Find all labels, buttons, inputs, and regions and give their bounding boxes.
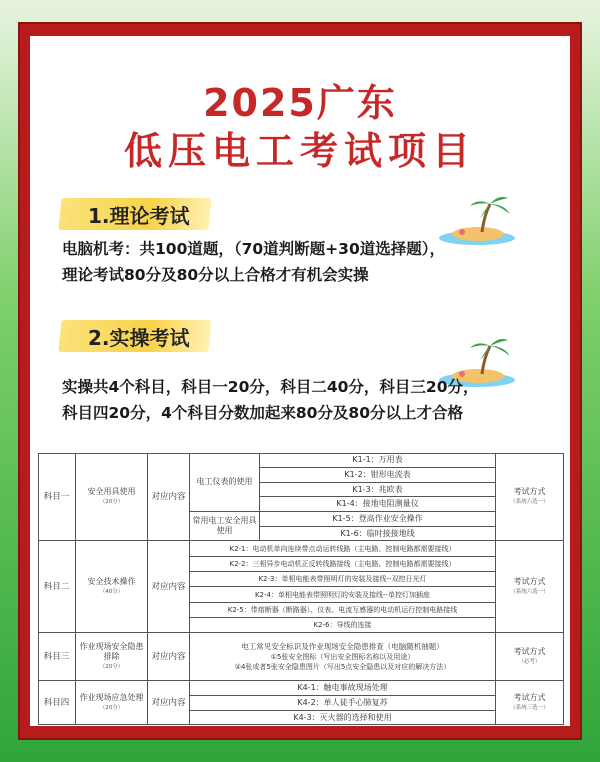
s2-content: 对应内容 <box>148 541 190 633</box>
s1-exam-cell <box>496 453 564 541</box>
s2-item: K2-1：电动机单向连续带点动运转线路（主电路、控制电路都需要接线） <box>190 541 496 557</box>
section1-text <box>62 236 542 288</box>
s2-exam-cell <box>496 541 564 633</box>
s3-exam-cell <box>496 633 564 681</box>
s4-item: K4-1：触电事故现场处理 <box>190 681 496 696</box>
title-line-1: 2025广东 <box>203 81 397 125</box>
s1-name: 安全用具使用 <box>87 486 136 496</box>
section2-text-line2: 科目四20分，4个科目分数加起来80分及80分以上才合格 <box>62 404 463 422</box>
s4-name-cell <box>76 681 148 725</box>
s3-score: （20分） <box>99 663 124 670</box>
s3-line2: ①5张安全图标（写出安全图标名称以及用途） <box>270 652 415 661</box>
s2-name: 安全技术操作 <box>87 576 136 586</box>
s3-content: 对应内容 <box>148 633 190 681</box>
s2-item: K2-5：带熔断器（断路器）、仪表、电流互感器的电动机运行控制电路接线 <box>190 603 496 618</box>
s2-item: K2-6：导线的连接 <box>190 618 496 633</box>
s1-subject: 科目一 <box>38 453 76 541</box>
s1-groupA: 电工仪表的使用 <box>190 453 260 512</box>
s1-item: K1-5：登高作业安全操作 <box>260 512 496 527</box>
section2-heading: 2.实操考试 <box>87 326 190 350</box>
s4-content: 对应内容 <box>148 681 190 725</box>
s2-score: （40分） <box>99 588 124 595</box>
s4-exam-cell <box>496 681 564 725</box>
section2-text-line1: 实操共4个科目，科目一20分，科目二40分，科目三20分， <box>62 378 479 396</box>
section1-text-line2: 理论考试80分及80分以上合格才有机会实操 <box>62 266 369 284</box>
exam-table <box>38 453 564 725</box>
s3-name-cell <box>76 633 148 681</box>
s3-details <box>190 633 496 681</box>
title-line-2: 低压电工考试项目 <box>123 129 476 173</box>
s1-item: K1-4：接地电阻测量仪 <box>260 497 496 512</box>
section1-heading: 1.理论考试 <box>87 204 190 228</box>
s1-exam-note: （系统六选一） <box>510 498 549 505</box>
s4-exam: 考试方式 <box>513 692 546 702</box>
s2-subject: 科目二 <box>38 541 76 633</box>
s3-line3: ②4张或者5张安全隐患图片（写出5点安全隐患以及对应的解决方法） <box>234 662 451 671</box>
s3-exam-note: （必考） <box>518 658 541 665</box>
s2-item: K2-4：单相电能表带照明灯的安装及接线--单控灯加插座 <box>190 587 496 603</box>
section2-heading-tag <box>58 320 211 352</box>
s2-item: K2-3：单相电能表带照明灯的安装及接线--双控日光灯 <box>190 572 496 587</box>
s2-exam-note: （系统六选一） <box>510 588 549 595</box>
s1-content: 对应内容 <box>148 453 190 541</box>
s1-item: K1-3：兆欧表 <box>260 483 496 497</box>
s3-subject: 科目三 <box>38 633 76 681</box>
s1-groupB: 常用电工安全用具使用 <box>190 512 260 541</box>
s4-item: K4-2：单人徒手心肺复苏 <box>190 696 496 711</box>
s1-score: （20分） <box>99 498 124 505</box>
s3-name: 作业现场安全隐患排除 <box>79 641 144 661</box>
s1-exam: 考试方式 <box>513 486 546 496</box>
section1-heading-tag <box>58 198 211 230</box>
s2-item: K2-2：三相异步电动机正反转线路接线（主电路、控制电路都需要接线） <box>190 557 496 572</box>
s1-name-cell <box>76 453 148 541</box>
s3-line1: 电工常见安全标识及作业现场安全隐患排查（电脑随机抽题） <box>241 641 444 651</box>
s2-name-cell <box>76 541 148 633</box>
s4-score: （20分） <box>99 704 124 711</box>
s4-item: K4-3：灭火器的选择和使用 <box>190 711 496 725</box>
s1-item: K1-1：万用表 <box>260 453 496 468</box>
s4-subject: 科目四 <box>38 681 76 725</box>
section1-text-line1: 电脑机考：共100道题，（70道判断题+30道选择题）， <box>62 240 445 258</box>
s2-exam: 考试方式 <box>513 576 546 586</box>
s1-item: K1-6：临时接接地线 <box>260 527 496 541</box>
s4-name: 作业现场应急处理 <box>79 692 144 702</box>
section2-text <box>62 374 542 426</box>
s4-exam-note: （系统三选一） <box>510 704 549 711</box>
s1-item: K1-2：钳形电流表 <box>260 468 496 483</box>
s3-exam: 考试方式 <box>513 646 546 656</box>
